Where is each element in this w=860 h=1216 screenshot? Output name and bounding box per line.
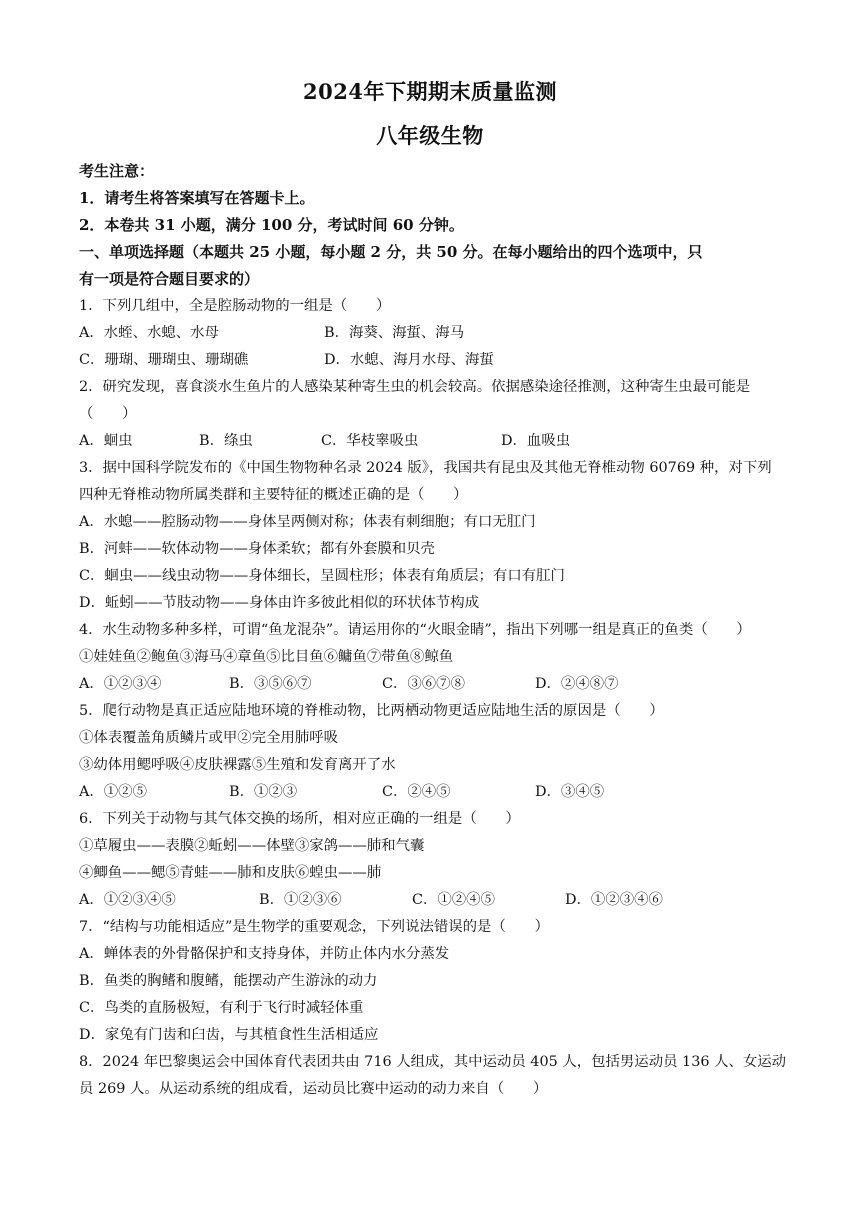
question-stem: 2．研究发现，喜食淡水生鱼片的人感染某种寄生虫的机会较高。依据感染途径推测，这种寄生虫最可能是 [79, 379, 751, 395]
answer-option: D．③④⑤ [535, 784, 605, 800]
option-row [79, 995, 789, 1022]
option-row [79, 536, 789, 563]
answer-option: A．①②⑤ [79, 784, 147, 800]
answer-option: C．蛔虫——线虫动物——身体细长，呈圆柱形；体表有角质层；有口有肛门 [79, 568, 565, 584]
notice-heading: 考生注意： [79, 162, 155, 180]
option-row [79, 968, 789, 995]
answer-option: A．①②③④⑤ [79, 892, 176, 908]
question-stem: ①草履虫——表膜②蚯蚓——体壁③家鸽——肺和气囊 [79, 838, 425, 854]
question-stem: 1．下列几组中，全是腔肠动物的一组是（ ） [79, 298, 391, 314]
answer-option: B．鱼类的胸鳍和腹鳍，能摆动产生游泳的动力 [79, 973, 378, 989]
exam-content [79, 158, 789, 1103]
answer-option: B．①②③ [229, 784, 298, 800]
question-2 [79, 374, 789, 455]
question-1 [79, 293, 789, 374]
question-stem: 4．水生动物多种多样，可谓“鱼龙混杂”。请运用你的“火眼金睛”，指出下列哪一组是真正的鱼类（ ） [79, 622, 751, 638]
answer-option: D．蚯蚓——节肢动物——身体由许多彼此相似的环状体节构成 [79, 595, 480, 611]
answer-option: B．海葵、海蜇、海马 [324, 325, 465, 341]
question-stem: ①体表覆盖角质鳞片或甲②完全用肺呼吸 [79, 730, 339, 746]
question-stem: 员 269 人。从运动系统的组成看，运动员比赛中运动的动力来自（ ） [79, 1081, 548, 1097]
section-heading: 一、单项选择题（本题共 25 小题，每小题 2 分，共 50 分。在每小题给出的四个选项中，只 [79, 243, 703, 261]
question-stem: （ ） [79, 406, 137, 422]
option-row [79, 509, 789, 536]
answer-option: B．绦虫 [199, 433, 253, 449]
option-row [79, 941, 789, 968]
question-stem: ③幼体用鳃呼吸④皮肤裸露⑤生殖和发育离开了水 [79, 757, 396, 773]
section-heading: 有一项是符合题目要求的） [79, 270, 260, 288]
option-row [79, 590, 789, 617]
option-row [79, 671, 789, 698]
question-4 [79, 617, 789, 698]
answer-option: B．①②③⑥ [259, 892, 342, 908]
question-6 [79, 806, 789, 914]
notice-item: 1．请考生将答案填写在答题卡上。 [79, 189, 315, 207]
question-list [79, 293, 789, 1103]
question-3 [79, 455, 789, 617]
question-stem: ④鲫鱼——鳃⑤青蛙——肺和皮肤⑥蝗虫——肺 [79, 865, 382, 881]
question-5 [79, 698, 789, 806]
answer-option: B．③⑤⑥⑦ [229, 676, 312, 692]
answer-option: A．①②③④ [79, 676, 162, 692]
question-7 [79, 914, 789, 1049]
option-row [79, 347, 789, 374]
answer-option: A．水蛭、水螅、水母 [79, 325, 219, 341]
answer-option: D．家兔有门齿和臼齿，与其植食性生活相适应 [79, 1027, 379, 1043]
answer-option: C．③⑥⑦⑧ [382, 676, 465, 692]
option-row [79, 887, 789, 914]
question-8 [79, 1049, 789, 1103]
page-title: 2024年下期期末质量监测 [303, 79, 557, 104]
answer-option: D．血吸虫 [501, 433, 571, 449]
question-stem: 四种无脊椎动物所属类群和主要特征的概述正确的是（ ） [79, 487, 468, 503]
answer-option: C．珊瑚、珊瑚虫、珊瑚礁 [79, 352, 249, 368]
question-stem: 8．2024 年巴黎奥运会中国体育代表团共由 716 人组成，其中运动员 405 人，包括男运动员 136 人、女运动 [79, 1054, 787, 1070]
answer-option: D．②④⑧⑦ [535, 676, 619, 692]
answer-option: C．鸟类的直肠极短，有利于飞行时减轻体重 [79, 1000, 364, 1016]
answer-option: C．①②④⑤ [412, 892, 495, 908]
answer-option: C．②④⑤ [382, 784, 451, 800]
question-stem: 3．据中国科学院发布的《中国生物物种名录 2024 版》，我国共有昆虫及其他无脊椎动物 60769 种，对下列 [79, 460, 772, 476]
answer-option: C．华枝睾吸虫 [321, 433, 419, 449]
question-stem: ①娃娃鱼②鲍鱼③海马④章鱼⑤比目鱼⑥鳙鱼⑦带鱼⑧鲸鱼 [79, 649, 454, 665]
option-row [79, 1022, 789, 1049]
question-stem: 7．“结构与功能相适应”是生物学的重要观念，下列说法错误的是（ ） [79, 919, 549, 935]
notice-item: 2．本卷共 31 小题，满分 100 分，考试时间 60 分钟。 [79, 216, 464, 234]
option-row [79, 779, 789, 806]
option-row [79, 320, 789, 347]
question-stem: 6．下列关于动物与其气体交换的场所，相对应正确的一组是（ ） [79, 811, 520, 827]
option-row [79, 428, 789, 455]
page-subtitle: 八年级生物 [376, 123, 484, 148]
option-row [79, 563, 789, 590]
answer-option: D．①②③④⑥ [565, 892, 663, 908]
answer-option: A．蛔虫 [79, 433, 133, 449]
answer-option: B．河蚌——软体动物——身体柔软；都有外套膜和贝壳 [79, 541, 435, 557]
answer-option: A．水螅——腔肠动物——身体呈两侧对称；体表有刺细胞；有口无肛门 [79, 514, 536, 530]
answer-option: D．水螅、海月水母、海蜇 [324, 352, 494, 368]
answer-option: A．蝉体表的外骨骼保护和支持身体，并防止体内水分蒸发 [79, 946, 450, 962]
question-stem: 5．爬行动物是真正适应陆地环境的脊椎动物，比两栖动物更适应陆地生活的原因是（ ） [79, 703, 664, 719]
